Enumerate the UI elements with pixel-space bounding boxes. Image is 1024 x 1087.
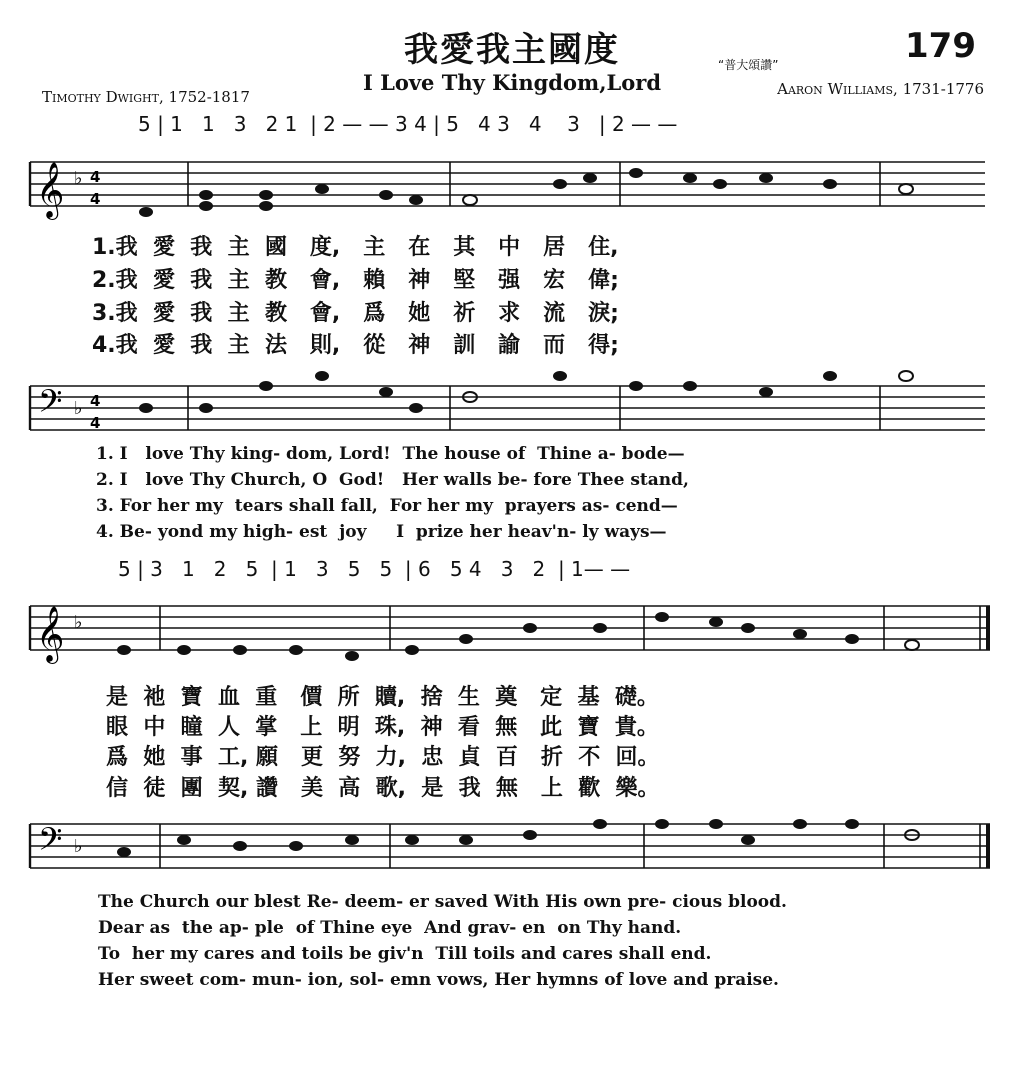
svg-text:4: 4 — [90, 190, 101, 208]
jianpu-line-2: 5 | 3 1 2 5 | 1 3 5 5 | 6 5 4 3 2 | 1— — — [118, 557, 631, 581]
flat-icon: ♭ — [74, 612, 83, 633]
bass-clef-icon: 𝄢 — [38, 821, 63, 865]
treble-staff-1 — [0, 148, 1024, 228]
bass-staff-1 — [0, 368, 1024, 448]
zh-verse-2-4: 信 徒 團 契, 讚 美 高 歌, 是 我 無 上 歡 樂。 — [106, 776, 660, 801]
treble-clef-icon: 𝄞 — [36, 162, 65, 218]
zh-verse-1-2: 2.我 愛 我 主 教 會, 賴 神 堅 强 宏 偉; — [92, 268, 619, 293]
bass-clef-icon: 𝄢 — [38, 383, 63, 427]
flat-icon: ♭ — [74, 836, 83, 857]
en-verse-1-2: 2. I love Thy Church, O God! Her walls be- fore Thee stand, — [96, 470, 689, 490]
zh-verse-1-3: 3.我 愛 我 主 教 會, 爲 她 祈 求 流 淚; — [92, 301, 619, 326]
title-english: I Love Thy Kingdom,Lord — [362, 70, 662, 95]
flat-icon: ♭ — [74, 398, 83, 419]
jianpu-line-1: 5 | 1 1 3 2 1 | 2 — — 3 4 | 5 4 3 4 3 | 2 — — — [138, 112, 678, 136]
zh-verse-2-1: 是 祂 寶 血 重 價 所 贖, 捨 生 奠 定 基 礎。 — [106, 685, 659, 710]
flat-icon: ♭ — [74, 168, 83, 189]
en-verse-2-1: The Church our blest Re- deem- er saved With His own pre- cious blood. — [98, 892, 787, 912]
author-credit: Timothy Dwight, 1752-1817 — [42, 88, 250, 106]
bass-staff-2 — [0, 812, 1024, 892]
zh-verse-1-4: 4.我 愛 我 主 法 則, 從 神 訓 諭 而 得; — [92, 333, 619, 358]
zh-verse-2-3: 爲 她 事 工, 願 更 努 力, 忠 貞 百 折 不 回。 — [106, 745, 660, 770]
zh-verse-1-1: 1.我 愛 我 主 國 度, 主 在 其 中 居 住, — [92, 235, 619, 260]
en-verse-2-4: Her sweet com- mun- ion, sol- emn vows, Her hymns of love and praise. — [98, 970, 779, 990]
svg-text:4: 4 — [90, 414, 101, 432]
en-verse-1-1: 1. I love Thy king- dom, Lord! The house of Thine a- bode— — [96, 444, 685, 464]
title-chinese: 我愛我主國度 — [404, 30, 620, 70]
composer-credit: Aaron Williams, 1731-1776 — [777, 80, 984, 98]
svg-text:4: 4 — [90, 392, 101, 410]
treble-staff-2 — [0, 594, 1024, 674]
zh-verse-2-2: 眼 中 瞳 人 掌 上 明 珠, 神 看 無 此 寶 貴。 — [106, 715, 659, 740]
en-verse-2-2: Dear as the ap- ple of Thine eye And grav- en on Thy hand. — [98, 918, 682, 938]
treble-clef-icon: 𝄞 — [36, 606, 65, 662]
en-verse-1-4: 4. Be- yond my high- est joy I prize her heav'n- ly ways— — [96, 522, 667, 542]
svg-text:4: 4 — [90, 168, 101, 186]
tune-source: “普大頌讚” — [718, 58, 779, 72]
hymn-number: 179 — [905, 26, 976, 66]
en-verse-1-3: 3. For her my tears shall fall, For her my prayers as- cend— — [96, 496, 678, 516]
en-verse-2-3: To her my cares and toils be giv'n Till toils and cares shall end. — [98, 944, 712, 964]
